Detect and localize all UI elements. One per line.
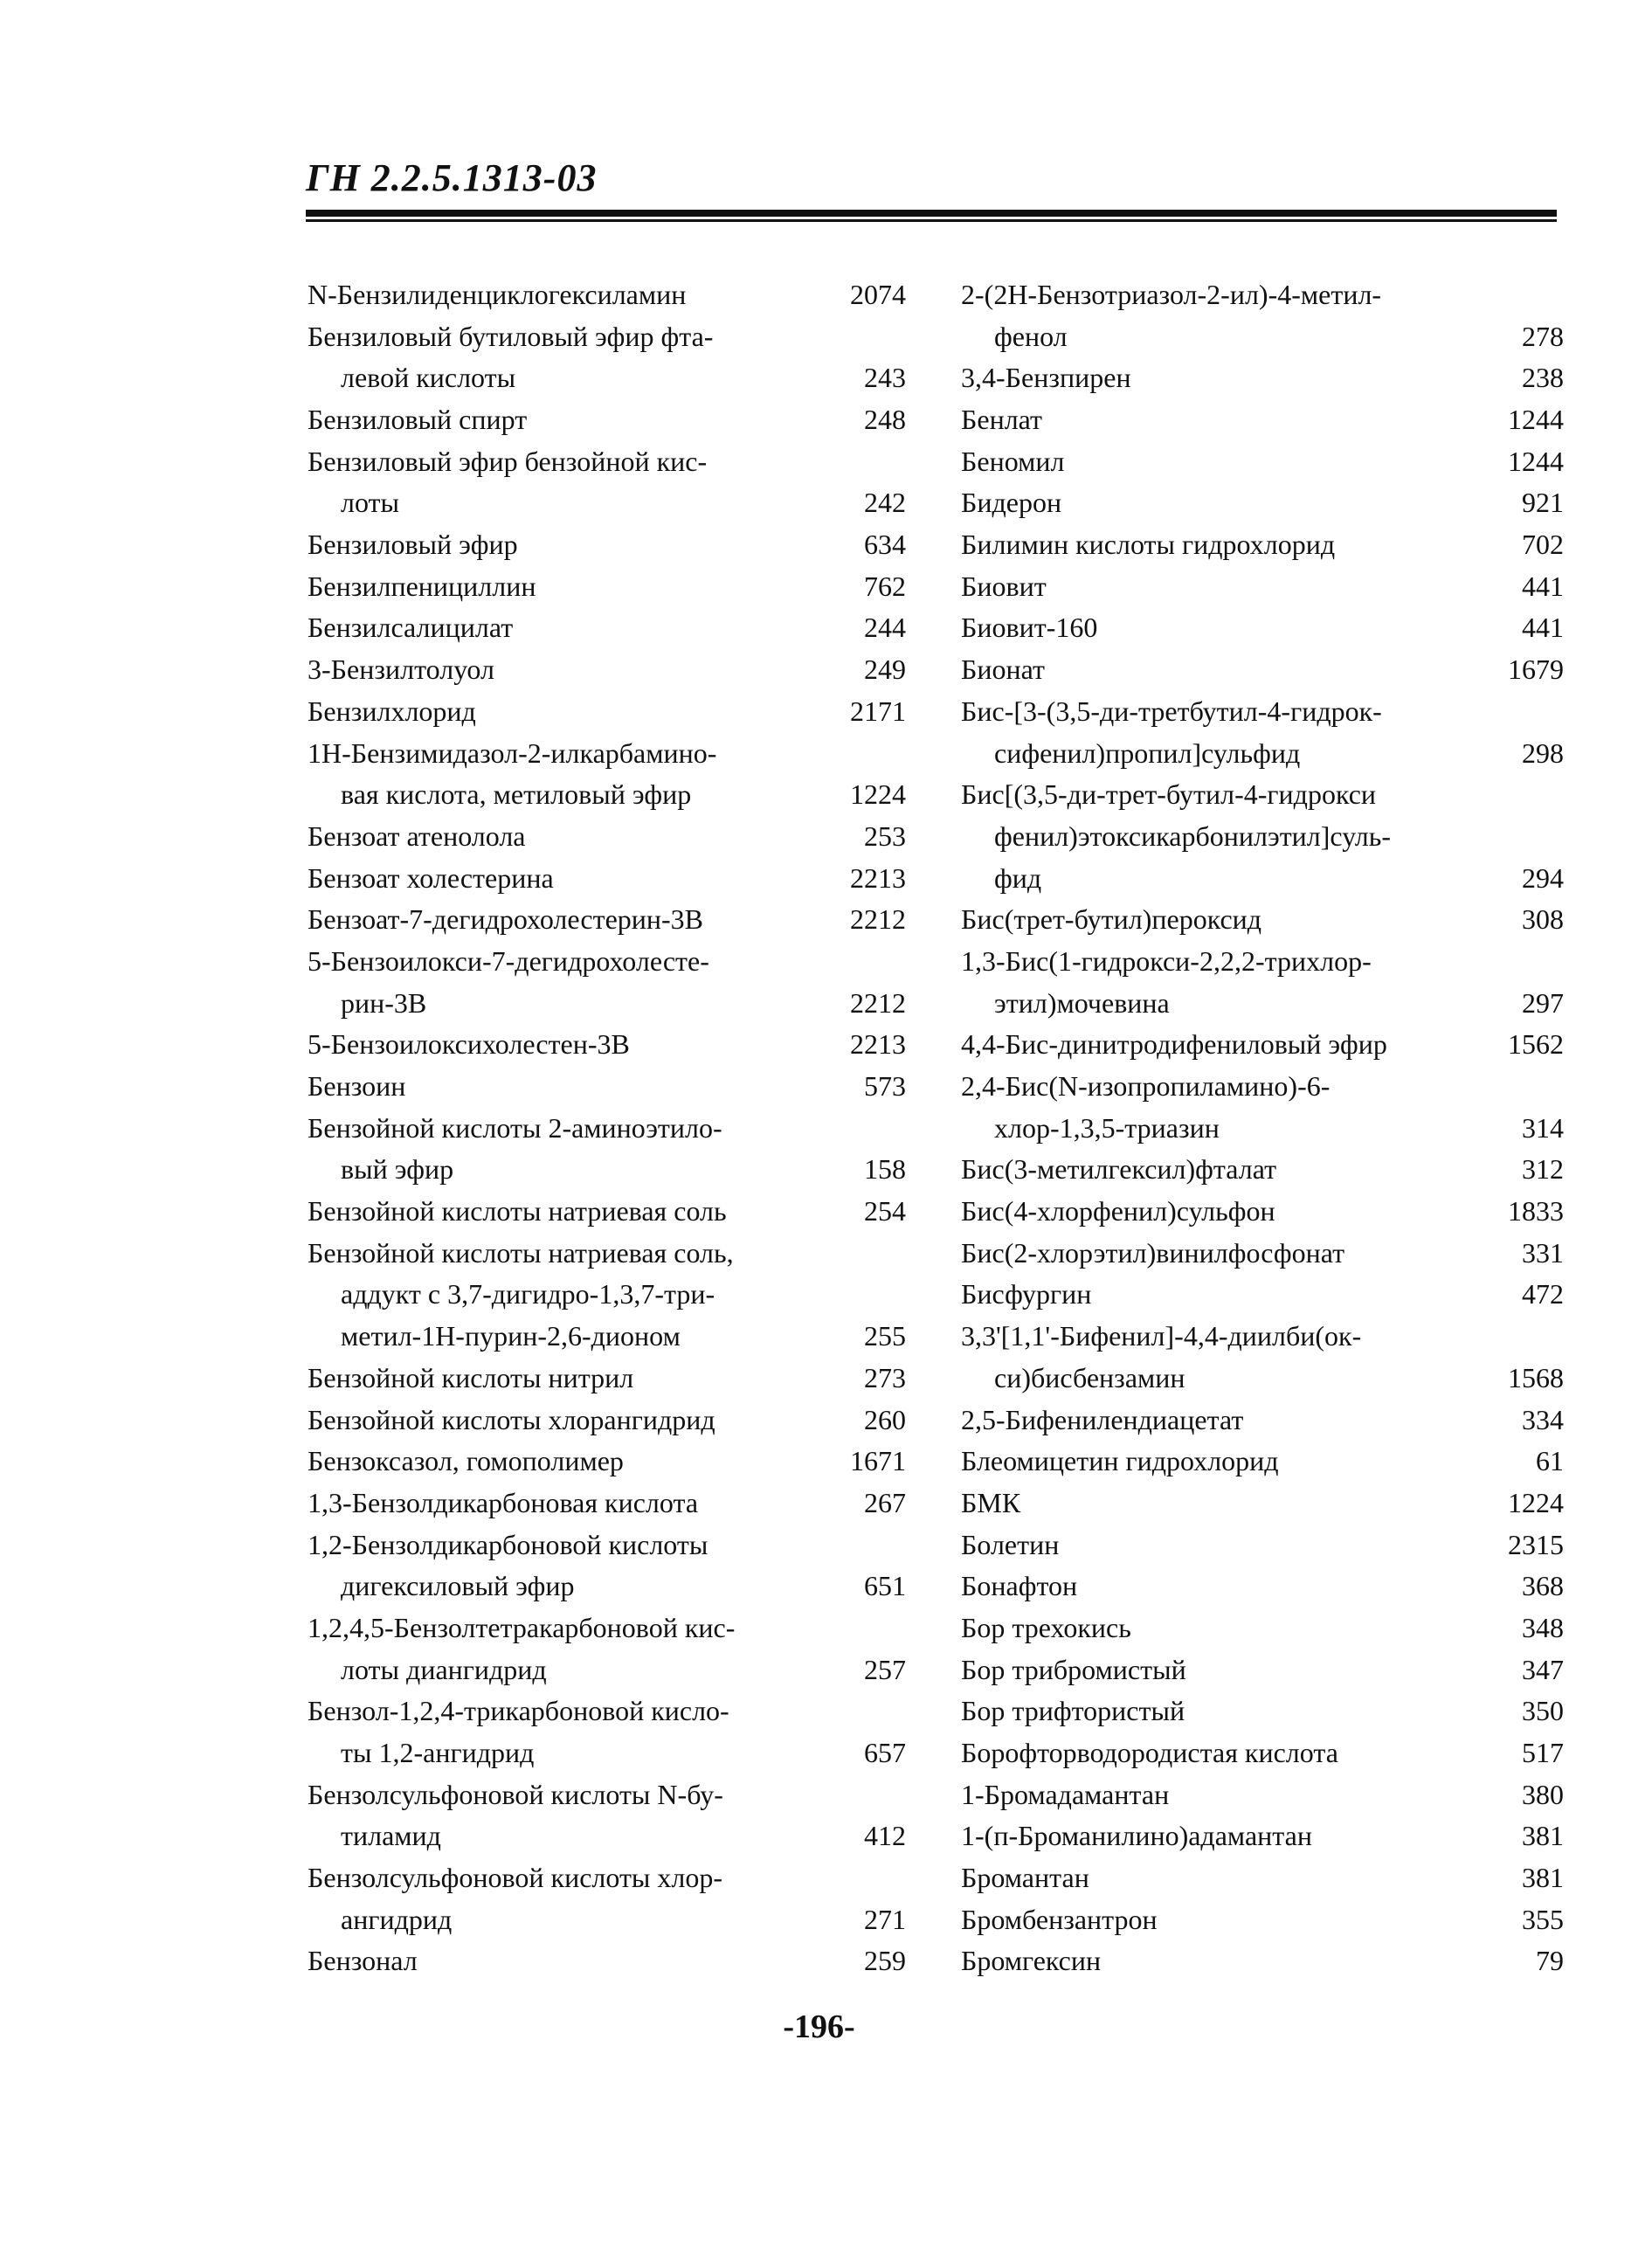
entry-term: Бензойной кислоты хлорангидрид (308, 1403, 715, 1435)
entry-page-number: 238 (1522, 362, 1564, 394)
entry-term: Бис(4-хлорфенил)сульфон (961, 1195, 1275, 1227)
index-column-right (961, 274, 1564, 1982)
entry-page-number: 1568 (1508, 1361, 1564, 1393)
entry-page-number: 1224 (850, 778, 906, 811)
entry-page-number: 242 (864, 487, 906, 519)
entry-term: БМК (961, 1486, 1021, 1518)
entry-term: 1,2,4,5-Бензолтетракарбоновой кис- (308, 1611, 736, 1643)
index-entry (308, 441, 906, 483)
entry-term: Бисфургин (961, 1278, 1092, 1310)
index-entry (961, 1483, 1564, 1525)
index-entry (961, 1233, 1564, 1275)
entry-term: си)бисбензамин (994, 1361, 1185, 1393)
index-entry (961, 316, 1564, 358)
index-entry (961, 941, 1564, 983)
entry-term: 1,3-Бис(1-гидрокси-2,2,2-трихлор- (961, 944, 1372, 977)
entry-page-number: 259 (864, 1945, 906, 1977)
index-entry (308, 1108, 906, 1150)
index-entry (308, 1732, 906, 1774)
index-entry (961, 1358, 1564, 1400)
index-entry (961, 566, 1564, 608)
entry-page-number: 702 (1522, 529, 1564, 561)
entry-page-number: 350 (1522, 1695, 1564, 1727)
entry-page-number: 1671 (850, 1445, 906, 1477)
entry-page-number: 254 (864, 1195, 906, 1227)
entry-term: тиламид (341, 1820, 441, 1852)
entry-term: Биовит-160 (961, 612, 1098, 644)
index-entry (308, 858, 906, 900)
entry-term: Биовит (961, 570, 1047, 602)
entry-term: Бор трехокись (961, 1611, 1131, 1643)
index-entry (308, 1400, 906, 1442)
entry-page-number: 2213 (850, 1028, 906, 1061)
entry-term: Билимин кислоты гидрохлорид (961, 529, 1336, 561)
entry-term: Бензол-1,2,4-трикарбоновой кисло- (308, 1695, 729, 1727)
entry-page-number: 314 (1522, 1111, 1564, 1144)
entry-term: Беномил (961, 445, 1065, 477)
index-entry (961, 691, 1564, 733)
entry-term: 1-Бромадамантан (961, 1778, 1170, 1810)
index-entry (308, 1774, 906, 1816)
entry-term: N-Бензилиденциклогексиламин (308, 278, 687, 310)
entry-page-number: 348 (1522, 1611, 1564, 1643)
index-entry (961, 816, 1564, 858)
entry-term: 2,4-Бис(N-изопропиламино)-6- (961, 1070, 1330, 1103)
index-entry (961, 1649, 1564, 1691)
entry-page-number: 2212 (850, 903, 906, 936)
index-entry (308, 1691, 906, 1732)
entry-term: Бензолсульфоновой кислоты хлор- (308, 1862, 723, 1894)
index-entry (961, 1608, 1564, 1649)
entry-page-number: 657 (864, 1737, 906, 1769)
entry-page-number: 347 (1522, 1653, 1564, 1685)
entry-page-number: 2212 (850, 986, 906, 1019)
index-entry (308, 1233, 906, 1275)
entry-page-number: 2213 (850, 861, 906, 894)
entry-page-number: 573 (864, 1070, 906, 1103)
index-entry (961, 357, 1564, 399)
index-column-left (308, 274, 906, 1982)
index-entry (961, 1191, 1564, 1233)
entry-term: этил)мочевина (994, 986, 1170, 1019)
index-entry (961, 399, 1564, 441)
index-entry (961, 649, 1564, 691)
index-entry (308, 1566, 906, 1608)
entry-page-number: 61 (1536, 1445, 1564, 1477)
entry-page-number: 273 (864, 1361, 906, 1393)
entry-page-number: 441 (1522, 570, 1564, 602)
index-entry (961, 1441, 1564, 1483)
index-entry (308, 774, 906, 816)
entry-term: Болетин (961, 1528, 1060, 1560)
index-entry (961, 1774, 1564, 1816)
index-entry (308, 649, 906, 691)
entry-term: Бромбензантрон (961, 1903, 1158, 1935)
entry-page-number: 267 (864, 1486, 906, 1518)
index-entry (961, 524, 1564, 566)
entry-page-number: 244 (864, 612, 906, 644)
entry-page-number: 1244 (1508, 404, 1564, 436)
entry-page-number: 271 (864, 1903, 906, 1935)
entry-term: Блеомицетин гидрохлорид (961, 1445, 1279, 1477)
entry-term: Бис(трет-бутил)пероксид (961, 903, 1262, 936)
index-entry (961, 1566, 1564, 1608)
index-entry (308, 1316, 906, 1358)
index-entry (961, 1815, 1564, 1857)
entry-term: 1,2-Бензолдикарбоновой кислоты (308, 1528, 708, 1560)
index-entry (961, 1024, 1564, 1066)
index-entry (961, 1108, 1564, 1150)
index-entry (961, 1941, 1564, 1983)
index-entry (308, 1024, 906, 1066)
index-entry (961, 1316, 1564, 1358)
entry-term: Бромгексин (961, 1945, 1102, 1977)
index-entry (308, 1857, 906, 1899)
entry-term: 5-Бензоилокси-7-дегидрохолесте- (308, 944, 709, 977)
header-rule-thin (306, 219, 1557, 222)
entry-term: вая кислота, метиловый эфир (341, 778, 692, 811)
entry-term: рин-3В (341, 986, 427, 1019)
entry-term: Бензоат атенолола (308, 819, 526, 852)
index-entry (961, 1691, 1564, 1732)
entry-page-number: 253 (864, 819, 906, 852)
entry-page-number: 634 (864, 529, 906, 561)
index-entry (961, 1400, 1564, 1442)
index-entry (308, 524, 906, 566)
entry-term: Бензойной кислоты 2-аминоэтило- (308, 1111, 722, 1144)
entry-term: Бензойной кислоты нитрил (308, 1361, 634, 1393)
index-entry (308, 1149, 906, 1191)
entry-term: Бензилпенициллин (308, 570, 536, 602)
entry-term: Бензиловый эфир (308, 529, 518, 561)
entry-term: Бензилсалицилат (308, 612, 514, 644)
entry-page-number: 1679 (1508, 653, 1564, 686)
entry-page-number: 243 (864, 362, 906, 394)
entry-page-number: 1244 (1508, 445, 1564, 477)
index-entry (961, 1149, 1564, 1191)
entry-term: 2,5-Бифенилендиацетат (961, 1403, 1244, 1435)
index-entry (961, 1066, 1564, 1108)
index-entry (308, 1275, 906, 1317)
header-rule-thick (306, 210, 1557, 217)
entry-term: Бензолсульфоновой кислоты N-бу- (308, 1778, 723, 1810)
entry-term: вый эфир (341, 1153, 454, 1186)
entry-term: хлор-1,3,5-триазин (994, 1111, 1220, 1144)
entry-page-number: 79 (1536, 1945, 1564, 1977)
index-entry (961, 733, 1564, 775)
index-entry (961, 1857, 1564, 1899)
entry-page-number: 472 (1522, 1278, 1564, 1310)
entry-term: Бис[(3,5-ди-трет-бутил-4-гидрокси (961, 778, 1377, 811)
index-entry (308, 941, 906, 983)
index-entry (308, 691, 906, 733)
index-entry (308, 816, 906, 858)
entry-page-number: 1562 (1508, 1028, 1564, 1061)
entry-term: фенил)этоксикарбонилэтил]суль- (994, 819, 1392, 852)
entry-term: 3,4-Бензпирен (961, 362, 1131, 394)
entry-page-number: 2315 (1508, 1528, 1564, 1560)
entry-term: Бромантан (961, 1862, 1089, 1894)
entry-term: левой кислоты (341, 362, 516, 394)
index-entry (308, 399, 906, 441)
index-entry (961, 774, 1564, 816)
entry-term: Бис(2-хлорэтил)винилфосфонат (961, 1236, 1345, 1269)
index-entry (961, 1732, 1564, 1774)
index-entry (308, 983, 906, 1025)
entry-page-number: 294 (1522, 861, 1564, 894)
entry-term: Бензойной кислоты натриевая соль, (308, 1236, 734, 1269)
entry-term: Бор трибромистый (961, 1653, 1186, 1685)
entry-term: 1,3-Бензолдикарбоновая кислота (308, 1486, 699, 1518)
entry-page-number: 249 (864, 653, 906, 686)
index-entry (961, 1275, 1564, 1317)
index-entry (308, 1066, 906, 1108)
entry-page-number: 381 (1522, 1862, 1564, 1894)
entry-term: аддукт с 3,7-дигидро-1,3,7-три- (341, 1278, 715, 1310)
entry-term: 1-(п-Броманилино)адамантан (961, 1820, 1312, 1852)
entry-page-number: 2171 (850, 695, 906, 727)
entry-term: 2-(2Н-Бензотриазол-2-ил)-4-метил- (961, 278, 1382, 310)
entry-page-number: 255 (864, 1320, 906, 1352)
entry-page-number: 312 (1522, 1153, 1564, 1186)
entry-page-number: 257 (864, 1653, 906, 1685)
entry-page-number: 308 (1522, 903, 1564, 936)
entry-page-number: 278 (1522, 320, 1564, 352)
index-entry (961, 274, 1564, 316)
entry-term: Бонафтон (961, 1570, 1078, 1602)
index-entry (308, 1941, 906, 1983)
document-code: ГН 2.2.5.1313-03 (306, 156, 598, 199)
entry-page-number: 380 (1522, 1778, 1564, 1810)
entry-page-number: 651 (864, 1570, 906, 1602)
entry-term: дигексиловый эфир (341, 1570, 575, 1602)
entry-page-number: 355 (1522, 1903, 1564, 1935)
index-entry (308, 1441, 906, 1483)
entry-page-number: 298 (1522, 736, 1564, 769)
entry-term: Бензойной кислоты натриевая соль (308, 1195, 727, 1227)
entry-term: Бидерон (961, 487, 1062, 519)
entry-page-number: 248 (864, 404, 906, 436)
entry-term: Бензиловый спирт (308, 404, 528, 436)
entry-term: 1Н-Бензимидазол-2-илкарбамино- (308, 736, 717, 769)
entry-term: Бензонал (308, 1945, 418, 1977)
entry-term: 5-Бензоилоксихолестен-3В (308, 1028, 630, 1061)
entry-term: 3,3'[1,1'-Бифенил]-4,4-диилби(ок- (961, 1320, 1362, 1352)
index-entry (961, 441, 1564, 483)
entry-term: Бензиловый бутиловый эфир фта- (308, 320, 714, 352)
entry-page-number: 368 (1522, 1570, 1564, 1602)
entry-page-number: 381 (1522, 1820, 1564, 1852)
index-entry (961, 1899, 1564, 1941)
index-entry (308, 1358, 906, 1400)
entry-page-number: 1833 (1508, 1195, 1564, 1227)
entry-term: 4,4-Бис-динитродифениловый эфир (961, 1028, 1387, 1061)
entry-term: Бензоат-7-дегидрохолестерин-3В (308, 903, 704, 936)
entry-page-number: 762 (864, 570, 906, 602)
entry-term: Бензоин (308, 1070, 406, 1103)
index-entry (961, 858, 1564, 900)
index-entry (308, 1608, 906, 1649)
index-entry (308, 1483, 906, 1525)
index-entry (308, 608, 906, 650)
entry-page-number: 2074 (850, 278, 906, 310)
entry-term: фенол (994, 320, 1068, 352)
entry-term: Бензилхлорид (308, 695, 476, 727)
entry-term: Бензоксазол, гомополимер (308, 1445, 624, 1477)
entry-term: Бензоат холестерина (308, 861, 554, 894)
index-entry (308, 1191, 906, 1233)
entry-term: лоты диангидрид (341, 1653, 547, 1685)
index-entry (308, 482, 906, 524)
index-entry (308, 316, 906, 358)
index-entry (308, 1815, 906, 1857)
entry-page-number: 921 (1522, 487, 1564, 519)
index-entry (961, 899, 1564, 941)
entry-term: фид (994, 861, 1042, 894)
index-entry (308, 899, 906, 941)
entry-term: Бензиловый эфир бензойной кис- (308, 445, 708, 477)
entry-term: Бионат (961, 653, 1045, 686)
entry-term: лоты (341, 487, 400, 519)
entry-term: Бис-[3-(3,5-ди-третбутил-4-гидрок- (961, 695, 1382, 727)
entry-term: Борофторводородистая кислота (961, 1737, 1338, 1769)
entry-page-number: 441 (1522, 612, 1564, 644)
entry-page-number: 517 (1522, 1737, 1564, 1769)
index-entry (308, 357, 906, 399)
entry-page-number: 1224 (1508, 1486, 1564, 1518)
entry-term: Бис(3-метилгексил)фталат (961, 1153, 1277, 1186)
entry-term: ты 1,2-ангидрид (341, 1737, 535, 1769)
index-entry (961, 482, 1564, 524)
page-header (306, 156, 1557, 222)
index-entry (961, 983, 1564, 1025)
entry-page-number: 331 (1522, 1236, 1564, 1269)
entry-term: метил-1Н-пурин-2,6-дионом (341, 1320, 681, 1352)
entry-page-number: 334 (1522, 1403, 1564, 1435)
entry-page-number: 297 (1522, 986, 1564, 1019)
index-entry (308, 733, 906, 775)
entry-page-number: 412 (864, 1820, 906, 1852)
entry-page-number: 260 (864, 1403, 906, 1435)
entry-page-number: 158 (864, 1153, 906, 1186)
index-entry (308, 1525, 906, 1566)
index-entry (308, 1899, 906, 1941)
index-entry (308, 274, 906, 316)
entry-term: ангидрид (341, 1903, 453, 1935)
entry-term: сифенил)пропил]сульфид (994, 736, 1301, 769)
index-entry (961, 1525, 1564, 1566)
page-number: -196- (783, 2009, 855, 2045)
index-entry (961, 608, 1564, 650)
entry-term: 3-Бензилтолуол (308, 653, 494, 686)
entry-term: Бор трифтористый (961, 1695, 1185, 1727)
index-entry (308, 1649, 906, 1691)
index-entry (308, 566, 906, 608)
entry-term: Бенлат (961, 404, 1043, 436)
